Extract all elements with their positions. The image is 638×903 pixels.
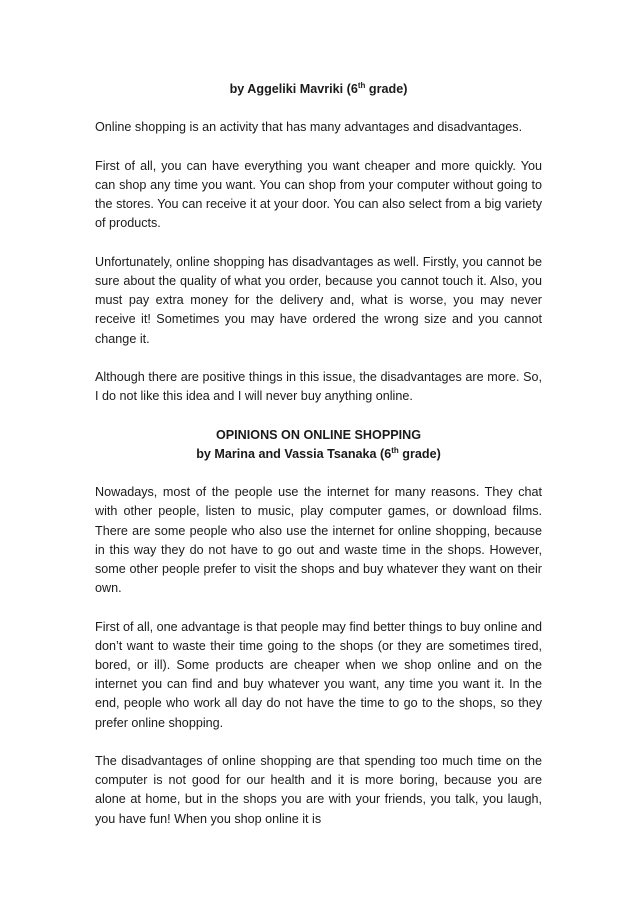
byline-superscript: th bbox=[391, 445, 399, 455]
byline-text: by Aggeliki Mavriki (6 bbox=[229, 82, 358, 96]
article1-paragraph-2: First of all, you can have everything you want cheaper and more quickly. You can shop any time you want. You can shop from your computer without going to the stores. You can receive it at your door. You can also select from a big variety of products. bbox=[95, 158, 542, 231]
article2-paragraph-2: First of all, one advantage is that people may find better things to buy online and don’t want to waste their time going to the shops (or they are sometimes tired, bored, or ill). Some products are cheaper when we shop online and on the internet you can find and buy whatever you want, any time you want it. In the end, people who work all day do not have the time to go to the shops, so they prefer online shopping. bbox=[95, 619, 542, 730]
article2-title: OPINIONS ON ONLINE SHOPPING bbox=[215, 427, 422, 442]
article1-paragraph-1: Online shopping is an activity that has many advantages and disadvantages. bbox=[95, 120, 523, 135]
article1-byline bbox=[95, 80, 542, 99]
byline-text: by Marina and Vassia Tsanaka (6 bbox=[196, 446, 392, 461]
article1-paragraph-4: Although there are positive things in this issue, the disadvantages are more. So, I do not like this idea and I will never buy anything online. bbox=[95, 369, 542, 404]
article2-byline bbox=[95, 445, 542, 464]
document-page bbox=[95, 80, 542, 848]
article2-paragraph-1: Nowadays, most of the people use the internet for many reasons. They chat with other people, listen to music, play computer games, or download films. There are some people who also use the internet for online shopping, because in this way they do not have to go out and waste time in the shops. However, some other people prefer to visit the shops and buy whatever they want on their own. bbox=[95, 485, 542, 596]
byline-superscript: th bbox=[357, 80, 366, 90]
article2-paragraph-3: The disadvantages of online shopping are that spending too much time on the computer is not good for our health and it is more boring, because you are alone at home, but in the shops you are with your friends, you talk, you laugh, you have fun! When you shop online it is bbox=[95, 753, 542, 826]
article1-paragraph-3: Unfortunately, online shopping has disadvantages as well. Firstly, you cannot be sure about the quality of what you order, because you cannot touch it. Also, you must pay extra money for the delivery and, what is worse, you may never receive it! Sometimes you may have ordered the wrong size and you cannot change it. bbox=[95, 254, 542, 346]
byline-text: grade) bbox=[365, 82, 408, 96]
byline-text: grade) bbox=[398, 446, 441, 461]
